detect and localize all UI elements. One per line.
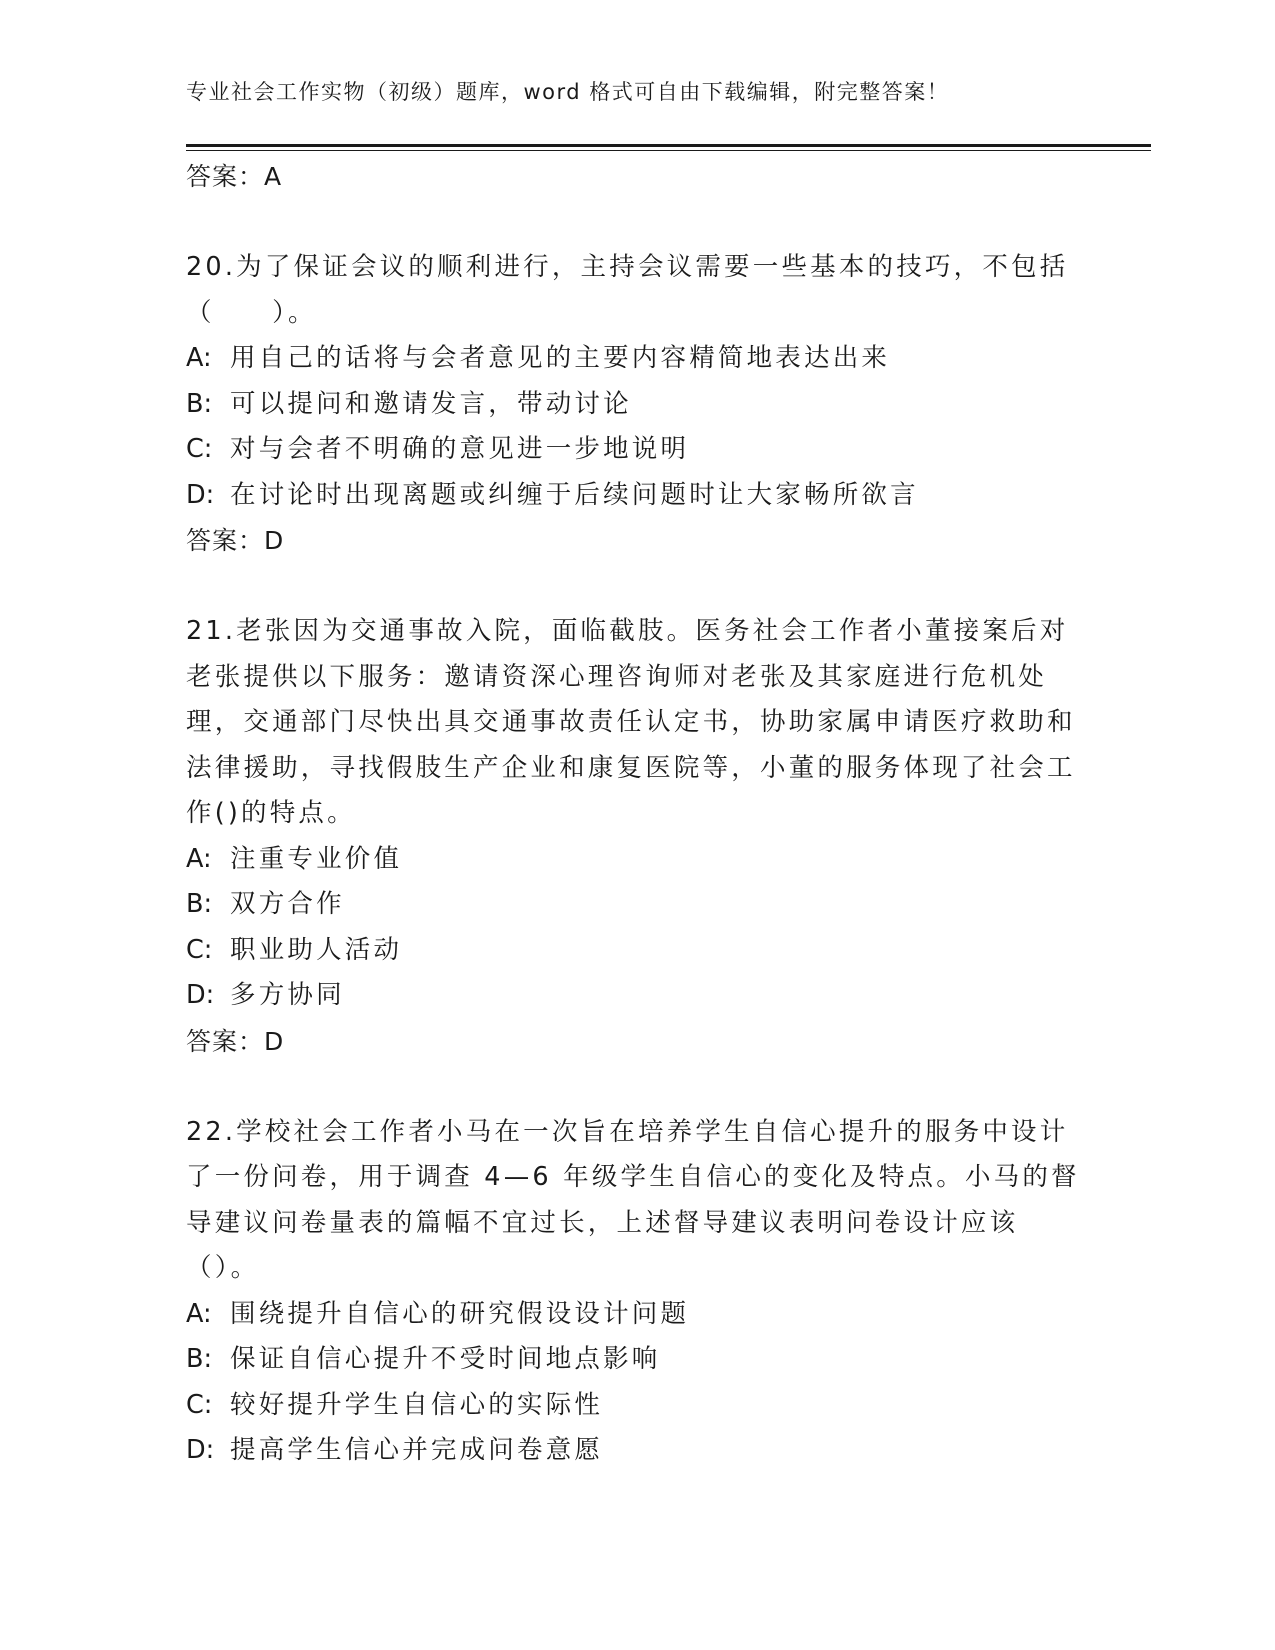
option-text: 用自己的话将与会者意见的主要内容精简地表达出来 bbox=[230, 343, 891, 373]
option-d bbox=[186, 473, 1086, 519]
question-22 bbox=[186, 1110, 1086, 1474]
option-d bbox=[186, 973, 1086, 1019]
option-letter: D: bbox=[186, 479, 215, 510]
question-content bbox=[186, 154, 1086, 1474]
option-letter: D: bbox=[186, 1435, 215, 1465]
option-b bbox=[186, 382, 1086, 428]
option-letter: C: bbox=[186, 934, 213, 965]
question-answer: 答案：D bbox=[186, 526, 285, 555]
option-letter: A: bbox=[186, 1298, 212, 1329]
option-a bbox=[186, 1292, 1086, 1338]
option-text: 较好提升学生自信心的实际性 bbox=[230, 1389, 604, 1420]
option-text: 职业助人活动 bbox=[230, 934, 403, 965]
option-letter: A: bbox=[186, 843, 212, 874]
option-text: 提高学生信心并完成问卷意愿 bbox=[230, 1435, 604, 1465]
option-letter: A: bbox=[186, 343, 212, 373]
header-title: 专业社会工作实物（初级）题库，word 格式可自由下载编辑，附完整答案！ bbox=[186, 80, 950, 104]
option-a bbox=[186, 837, 1086, 883]
option-letter: B: bbox=[186, 388, 213, 419]
option-c bbox=[186, 1383, 1086, 1429]
option-text: 对与会者不明确的意见进一步地说明 bbox=[230, 434, 690, 464]
option-letter: C: bbox=[186, 434, 213, 464]
header-rule-thick bbox=[186, 144, 1151, 147]
option-text: 可以提问和邀请发言，带动讨论 bbox=[230, 388, 632, 419]
option-c bbox=[186, 427, 1086, 473]
option-a bbox=[186, 336, 1086, 382]
option-letter: B: bbox=[186, 1344, 213, 1374]
spacer bbox=[186, 200, 1086, 245]
question-answer: 答案：D bbox=[186, 1026, 285, 1056]
option-b bbox=[186, 1337, 1086, 1383]
option-text: 在讨论时出现离题或纠缠于后续问题时让大家畅所欲言 bbox=[230, 479, 919, 510]
option-text: 注重专业价值 bbox=[230, 843, 403, 874]
option-text: 多方协同 bbox=[230, 980, 345, 1010]
option-text: 围绕提升自信心的研究假设设计问题 bbox=[230, 1298, 690, 1329]
previous-answer: 答案：A bbox=[186, 162, 283, 191]
question-stem: 21.老张因为交通事故入院，面临截肢。医务社会工作者小董接案后对老张提供以下服务：邀请资深心理咨询师对老张及其家庭进行危机处理，交通部门尽快出具交通事故责任认定书，协助家属申请医疗救助和法律援助，寻找假肢生产企业和康复医院等，小董的服务体现了社会工作()的特点。 bbox=[186, 616, 1076, 828]
option-letter: C: bbox=[186, 1389, 213, 1420]
question-stem: 20.为了保证会议的顺利进行，主持会议需要一些基本的技巧，不包括（ ）。 bbox=[186, 252, 1069, 328]
option-letter: D: bbox=[186, 980, 215, 1010]
question-stem: 22.学校社会工作者小马在一次旨在培养学生自信心提升的服务中设计了一份问卷，用于调查 4—6 年级学生自信心的变化及特点。小马的督导建议问卷量表的篇幅不宜过长，上述督导建议表明问卷设计应该（）。 bbox=[186, 1116, 1080, 1283]
spacer bbox=[186, 564, 1086, 609]
question-21 bbox=[186, 609, 1086, 1065]
question-20 bbox=[186, 245, 1086, 564]
option-text: 保证自信心提升不受时间地点影响 bbox=[230, 1344, 661, 1374]
option-letter: B: bbox=[186, 889, 213, 919]
option-d bbox=[186, 1428, 1086, 1474]
header-rule-thin bbox=[186, 150, 1151, 151]
option-text: 双方合作 bbox=[230, 889, 345, 919]
spacer bbox=[186, 1065, 1086, 1110]
option-c bbox=[186, 928, 1086, 974]
option-b bbox=[186, 882, 1086, 928]
